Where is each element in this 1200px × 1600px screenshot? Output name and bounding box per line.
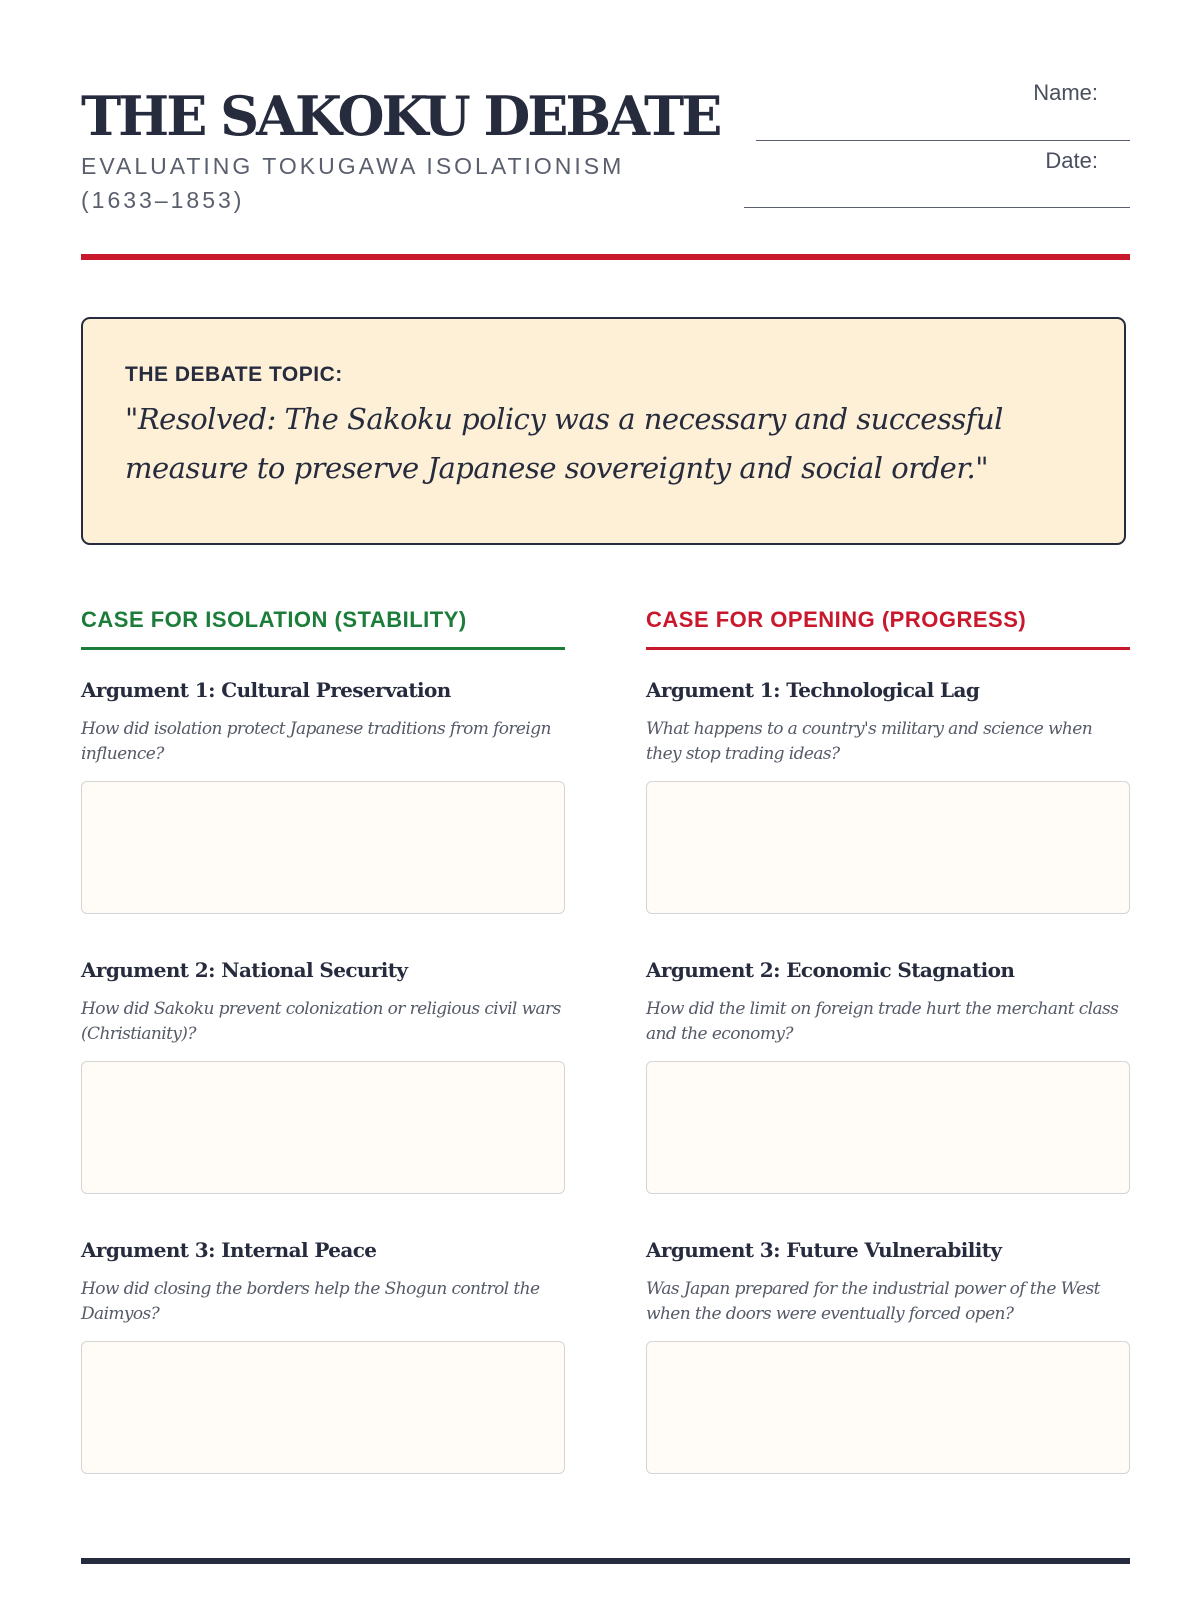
debate-topic-heading: THE DEBATE TOPIC: (125, 363, 343, 386)
opening-argument-3 (646, 1210, 1130, 1490)
argument-title: Argument 3: Future Vulnerability (646, 1238, 1002, 1262)
footer-divider (81, 1558, 1130, 1564)
name-line[interactable] (756, 140, 1130, 141)
argument-title: Argument 2: National Security (81, 958, 408, 982)
answer-box[interactable] (81, 1061, 565, 1194)
isolation-argument-3 (81, 1210, 565, 1490)
page-title: THE SAKOKU DEBATE (81, 84, 720, 148)
answer-box[interactable] (646, 1341, 1130, 1474)
date-label: Date: (1045, 148, 1098, 173)
opening-argument-1 (646, 650, 1130, 930)
debate-topic-box (81, 317, 1126, 545)
argument-question: How did the limit on foreign trade hurt the merchant class and the economy? (646, 999, 1119, 1044)
argument-title: Argument 2: Economic Stagnation (646, 958, 1015, 982)
answer-box[interactable] (81, 781, 565, 914)
isolation-heading: CASE FOR ISOLATION (STABILITY) (81, 605, 565, 650)
opening-column (646, 605, 1130, 1490)
debate-topic-text: "Resolved: The Sakoku policy was a necessary and successful measure to preserve Japanese sovereignty and social order." (125, 402, 1003, 485)
isolation-argument-2 (81, 930, 565, 1210)
argument-question: How did Sakoku prevent colonization or religious civil wars (Christianity)? (81, 999, 561, 1044)
argument-title: Argument 3: Internal Peace (81, 1238, 377, 1262)
argument-question: How did closing the borders help the Shogun control the Daimyos? (81, 1279, 540, 1324)
isolation-column (81, 605, 565, 1490)
page-subtitle: EVALUATING TOKUGAWA ISOLATIONISM (1633–1853) (81, 153, 625, 213)
answer-box[interactable] (646, 1061, 1130, 1194)
opening-argument-2 (646, 930, 1130, 1210)
argument-question: How did isolation protect Japanese traditions from foreign influence? (81, 719, 551, 764)
name-label: Name: (1033, 80, 1098, 105)
argument-title: Argument 1: Technological Lag (646, 678, 980, 702)
answer-box[interactable] (646, 781, 1130, 914)
argument-title: Argument 1: Cultural Preservation (81, 678, 451, 702)
date-line[interactable] (744, 207, 1130, 208)
opening-heading: CASE FOR OPENING (PROGRESS) (646, 605, 1130, 650)
isolation-argument-1 (81, 650, 565, 930)
argument-question: What happens to a country's military and science when they stop trading ideas? (646, 719, 1093, 764)
argument-question: Was Japan prepared for the industrial power of the West when the doors were eventually forced open? (646, 1279, 1100, 1324)
answer-box[interactable] (81, 1341, 565, 1474)
header-divider (81, 254, 1130, 260)
